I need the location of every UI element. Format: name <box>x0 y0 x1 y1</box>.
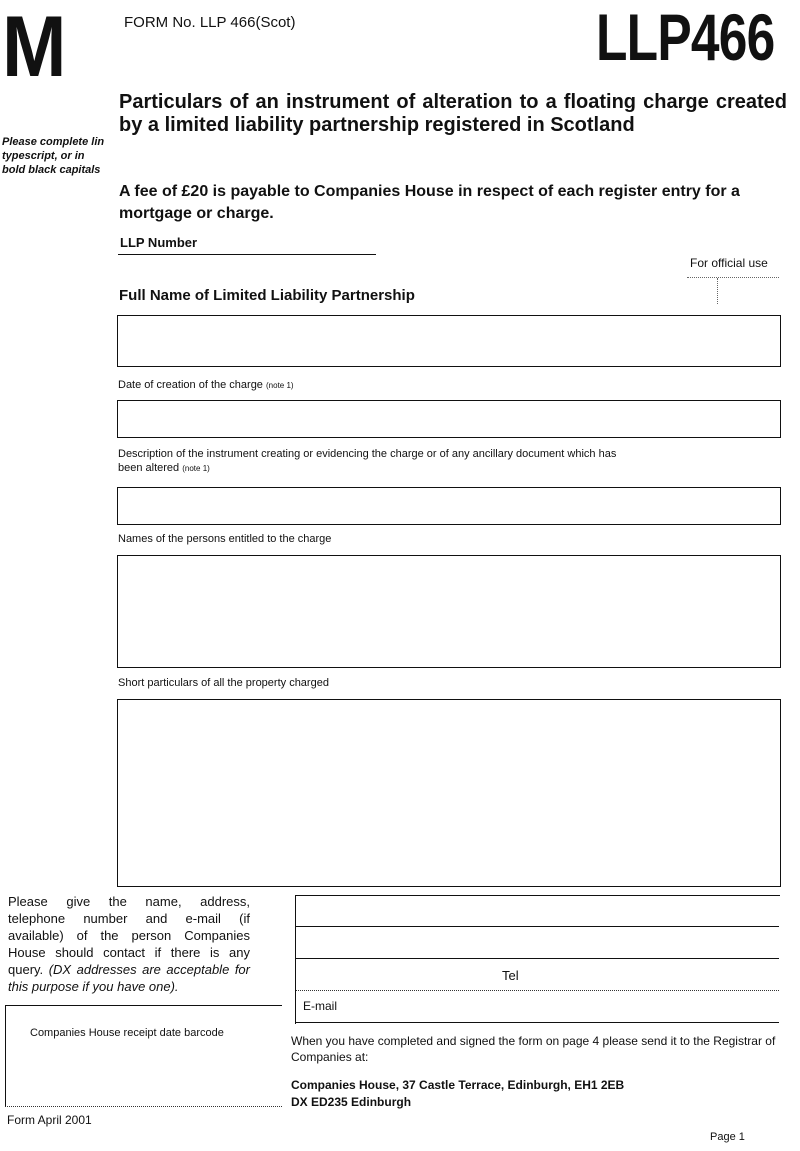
address-line-1: Companies House, 37 Castle Terrace, Edinburgh, EH1 2EB <box>291 1078 625 1092</box>
persons-entitled-field[interactable] <box>117 555 781 668</box>
contact-dx-note: (DX addresses are acceptable for this purpose if you have one). <box>8 962 250 994</box>
description-field[interactable] <box>117 487 781 525</box>
contact-address-line[interactable] <box>296 958 779 959</box>
date-of-creation-field[interactable] <box>117 400 781 438</box>
contact-email-line[interactable] <box>296 1022 779 1023</box>
contact-box <box>295 895 780 1024</box>
contact-name-line[interactable] <box>296 926 779 927</box>
page-number: Page 1 <box>710 1131 745 1143</box>
receipt-barcode-label: Companies House receipt date barcode <box>30 1027 224 1039</box>
send-instructions: When you have completed and signed the form on page 4 please send it to the Registrar of Companies at: <box>291 1034 776 1064</box>
description-note: (note 1) <box>182 464 210 473</box>
official-use-divider <box>717 278 718 304</box>
contact-instructions-text: Please give the name, address, telephone number and e-mail (if available) of the person Companies House should contact if there is any query. <box>8 894 250 977</box>
property-charged-label: Short particulars of all the property charged <box>118 677 329 689</box>
full-name-label: Full Name of Limited Liability Partnership <box>119 287 415 304</box>
official-use-box <box>687 277 779 304</box>
full-name-field[interactable] <box>117 315 781 367</box>
date-of-creation-text: Date of creation of the charge <box>118 379 263 391</box>
property-charged-field[interactable] <box>117 699 781 887</box>
contact-tel-line[interactable] <box>296 990 779 991</box>
receipt-barcode-box <box>5 1005 282 1107</box>
form-code: LLP466 <box>596 0 775 74</box>
llp-number-field[interactable] <box>118 254 376 255</box>
logo-letter: M <box>2 0 65 95</box>
fee-notice: A fee of £20 is payable to Companies House in respect of each register entry for a mortgage or charge. <box>119 183 740 222</box>
form-number: FORM No. LLP 466(Scot) <box>124 14 296 31</box>
description-label <box>118 447 758 476</box>
registrar-address <box>291 1077 624 1111</box>
persons-entitled-label: Names of the persons entitled to the charge <box>118 533 332 545</box>
email-label: E-mail <box>303 999 338 1013</box>
official-use-label: For official use <box>690 256 768 270</box>
address-line-2: DX ED235 Edinburgh <box>291 1095 412 1109</box>
page-title: Particulars of an instrument of alteration to a floating charge created by a limited liability partnership registered in Scotland <box>119 91 787 136</box>
completion-instructions: Please complete lin typescript, or in bold black capitals <box>2 136 105 176</box>
date-of-creation-label <box>118 378 294 393</box>
date-of-creation-note: (note 1) <box>266 381 294 390</box>
llp-number-label: LLP Number <box>120 235 198 250</box>
contact-instructions <box>8 893 250 995</box>
description-text: Description of the instrument creating or evidencing the charge or of any ancillary document which has <box>118 448 617 460</box>
description-text-2: been altered <box>118 462 180 474</box>
tel-label: Tel <box>502 968 519 983</box>
form-date: Form April 2001 <box>7 1113 92 1127</box>
